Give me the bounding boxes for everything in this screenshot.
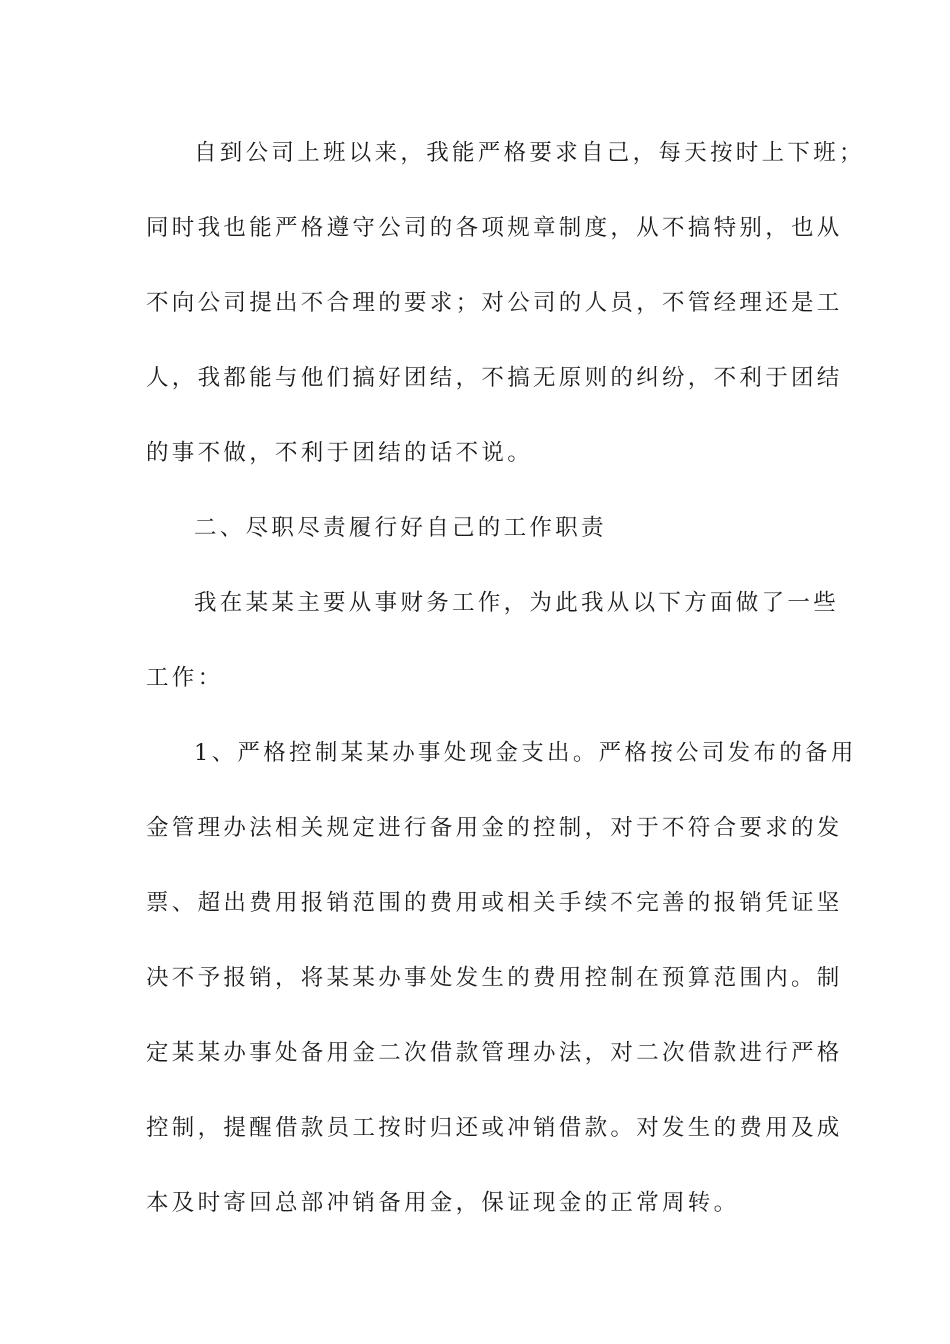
body-text	[146, 130, 865, 1255]
paragraph-line: 决不予报销，将某某办事处发生的费用控制在预算范围内。制	[146, 965, 843, 991]
paragraph-line: 1、严格控制某某办事处现金支出。严格按公司发布的备用	[194, 740, 857, 766]
section-heading: 二、尽职尽责履行好自己的工作职责	[194, 515, 607, 541]
paragraph-line: 人，我都能与他们搞好团结，不搞无原则的纠纷，不利于团结	[146, 365, 843, 391]
paragraph-line: 同时我也能严格遵守公司的各项规章制度，从不搞特别，也从	[146, 215, 843, 241]
paragraph-line: 金管理办法相关规定进行备用金的控制，对于不符合要求的发	[146, 815, 843, 841]
paragraph-line: 票、超出费用报销范围的费用或相关手续不完善的报销凭证坚	[146, 890, 843, 916]
paragraph-line: 本及时寄回总部冲销备用金，保证现金的正常周转。	[146, 1190, 740, 1216]
paragraph-line: 控制，提醒借款员工按时归还或冲销借款。对发生的费用及成	[146, 1115, 843, 1141]
paragraph-line: 定某某办事处备用金二次借款管理办法，对二次借款进行严格	[146, 1040, 843, 1066]
paragraph-line: 不向公司提出不合理的要求；对公司的人员，不管经理还是工	[146, 290, 843, 316]
paragraph-line: 我在某某主要从事财务工作，为此我从以下方面做了一些	[194, 590, 840, 616]
paragraph-line: 工作：	[146, 665, 224, 691]
paragraph-line: 的事不做，不利于团结的话不说。	[146, 440, 534, 466]
paragraph-line: 自到公司上班以来，我能严格要求自己，每天按时上下班；	[194, 140, 865, 166]
